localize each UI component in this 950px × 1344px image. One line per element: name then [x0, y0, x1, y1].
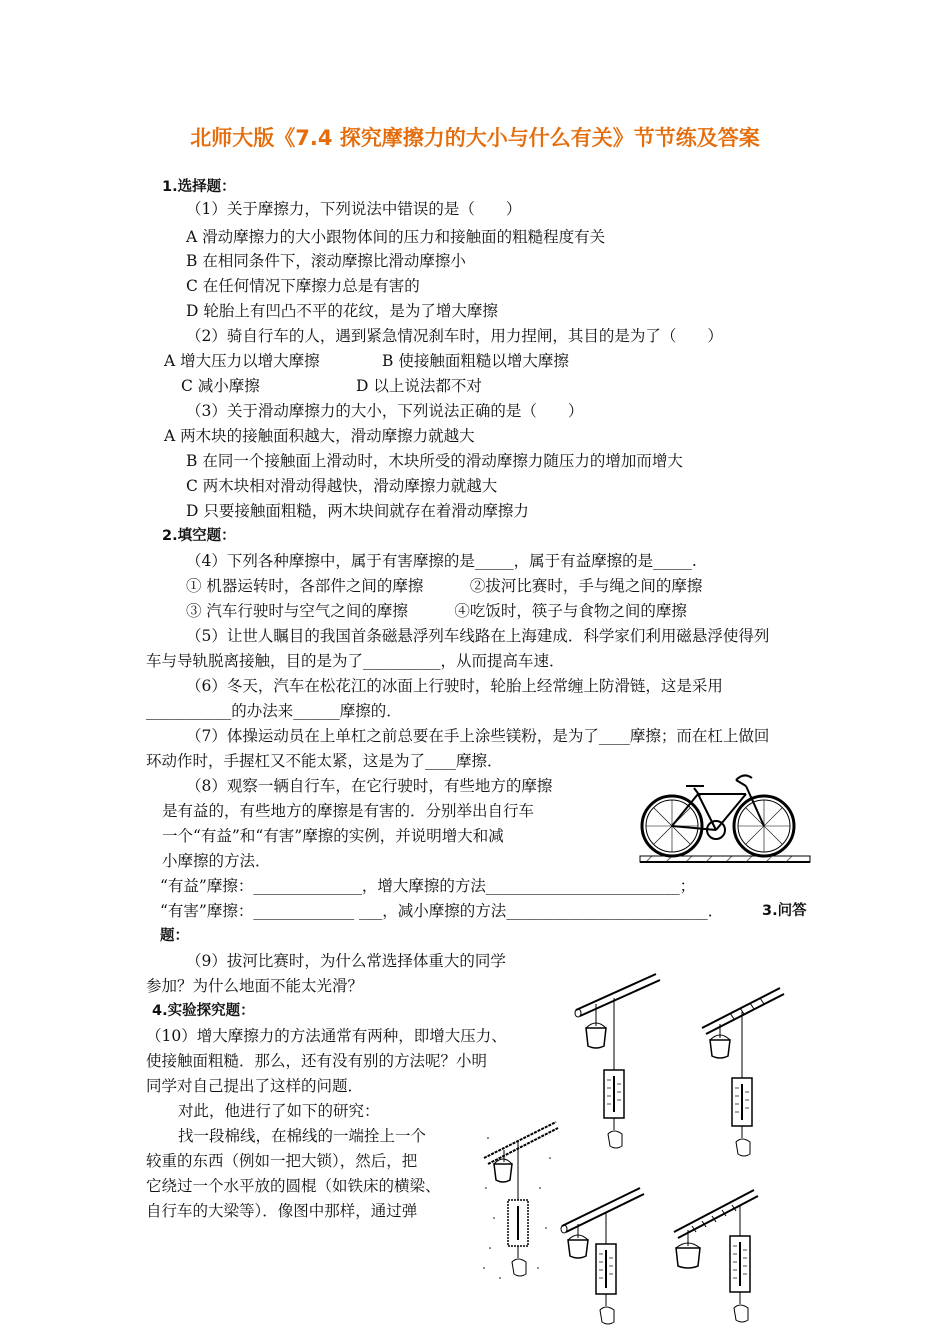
question-6-line2: ___________的办法来______摩擦的． [146, 702, 402, 720]
section-qa-part1: 3.问答 [762, 903, 807, 919]
experiment-figure-1 [574, 970, 664, 1160]
question-1: （1）关于摩擦力，下列说法中错误的是（ ） [186, 200, 522, 218]
q1-option-c: C 在任何情况下摩擦力总是有害的 [186, 277, 420, 295]
question-9-line2: 参加？为什么地面不能太光滑？ [146, 977, 364, 995]
question-7-line2: 环动作时，手握杠又不能太紧，这是为了____摩擦． [146, 752, 503, 770]
q3-option-a: A 两木块的接触面积越大，滑动摩擦力就越大 [164, 427, 475, 445]
question-4: （4）下列各种摩擦中，属于有害摩擦的是_____，属于有益摩擦的是_____. [186, 552, 697, 570]
question-10-line3: 同学对自己提出了这样的问题． [146, 1077, 364, 1095]
q4-options-2: ③ 汽车行驶时与空气之间的摩擦 ④吃饭时，筷子与食物之间的摩擦 [186, 602, 687, 620]
section-fill: 2.填空题： [162, 528, 236, 544]
question-10-line6: 较重的东西（例如一把大锁），然后，把 [146, 1152, 418, 1170]
page-title: 北师大版《7.4 探究摩擦力的大小与什么有关》节节练及答案 [190, 126, 760, 150]
q2-option-a: A 增大压力以增大摩擦 [164, 352, 320, 370]
question-8-harmful: “有害”摩擦：_____________ ___，减小摩擦的方法__________________________． [160, 902, 724, 920]
question-8-line2: 是有益的，有些地方的摩擦是有害的．分别举出自行车 [162, 802, 535, 820]
q1-option-d: D 轮胎上有凹凸不平的花纹，是为了增大摩擦 [186, 302, 498, 320]
section-choice: 1.选择题： [162, 179, 236, 195]
question-10-line2: 使接触面粗糙．那么，还有没有别的方法呢？小明 [146, 1052, 488, 1070]
experiment-figure-4 [560, 1186, 650, 1336]
q3-option-c: C 两木块相对滑动得越快，滑动摩擦力就越大 [186, 477, 498, 495]
question-10-line8: 自行车的大梁等）．像图中那样，通过弹 [146, 1202, 418, 1220]
question-8-line4: 小摩擦的方法． [162, 852, 271, 870]
question-9-line1: （9）拔河比赛时，为什么常选择体重大的同学 [186, 952, 506, 970]
question-3: （3）关于滑动摩擦力的大小，下列说法正确的是（ ） [186, 402, 584, 420]
question-8-line3: 一个“有益”和“有害”摩擦的实例，并说明增大和减 [162, 827, 504, 845]
question-8-line1: （8）观察一辆自行车，在它行驶时，有些地方的摩擦 [186, 777, 553, 795]
question-10-line7: 它绕过一个水平放的圆棍（如铁床的横梁、 [146, 1177, 441, 1195]
q1-option-a: A 滑动摩擦力的大小跟物体间的压力和接触面的粗糙程度有关 [186, 228, 606, 246]
question-7-line1: （7）体操运动员在上单杠之前总要在手上涂些镁粉，是为了____摩擦；而在杠上做回 [186, 727, 770, 745]
q3-option-d: D 只要接触面粗糙，两木块间就存在着滑动摩擦力 [186, 502, 529, 520]
question-8-useful: “有益”摩擦：______________，增大摩擦的方法_________________________； [160, 877, 696, 895]
question-2: （2）骑自行车的人，遇到紧急情况刹车时，用力捏闸，其目的是为了（ ） [186, 327, 723, 345]
experiment-figure-5 [672, 1186, 772, 1336]
q1-option-b: B 在相同条件下，滚动摩擦比滑动摩擦小 [186, 252, 466, 270]
q2-option-d: D 以上说法都不对 [356, 377, 482, 395]
question-5-line1: （5）让世人瞩目的我国首条磁悬浮列车线路在上海建成．科学家们利用磁悬浮使得列 [186, 627, 770, 645]
experiment-figure-2 [700, 982, 790, 1162]
question-10-line5: 找一段棉线，在棉线的一端拴上一个 [178, 1127, 427, 1145]
question-5-line2: 车与导轨脱离接触，目的是为了__________，从而提高车速． [146, 652, 565, 670]
section-qa-part2: 题： [160, 928, 189, 944]
q2-option-c: C 减小摩擦 [181, 377, 260, 395]
q4-options-1: ① 机器运转时，各部件之间的摩擦 ②拔河比赛时，手与绳之间的摩擦 [186, 577, 703, 595]
bicycle-figure [636, 770, 816, 870]
experiment-figure-3 [480, 1118, 560, 1294]
q2-option-b: B 使接触面粗糙以增大摩擦 [382, 352, 569, 370]
section-experiment: 4.实验探究题： [152, 1003, 255, 1019]
question-6-line1: （6）冬天，汽车在松花江的冰面上行驶时，轮胎上经常缠上防滑链，这是采用 [186, 677, 723, 695]
question-10-line4: 对此，他进行了如下的研究： [178, 1102, 380, 1120]
q3-option-b: B 在同一个接触面上滑动时，木块所受的滑动摩擦力随压力的增加而增大 [186, 452, 683, 470]
question-10-line1: （10）增大摩擦力的方法通常有两种，即增大压力、 [146, 1027, 507, 1045]
